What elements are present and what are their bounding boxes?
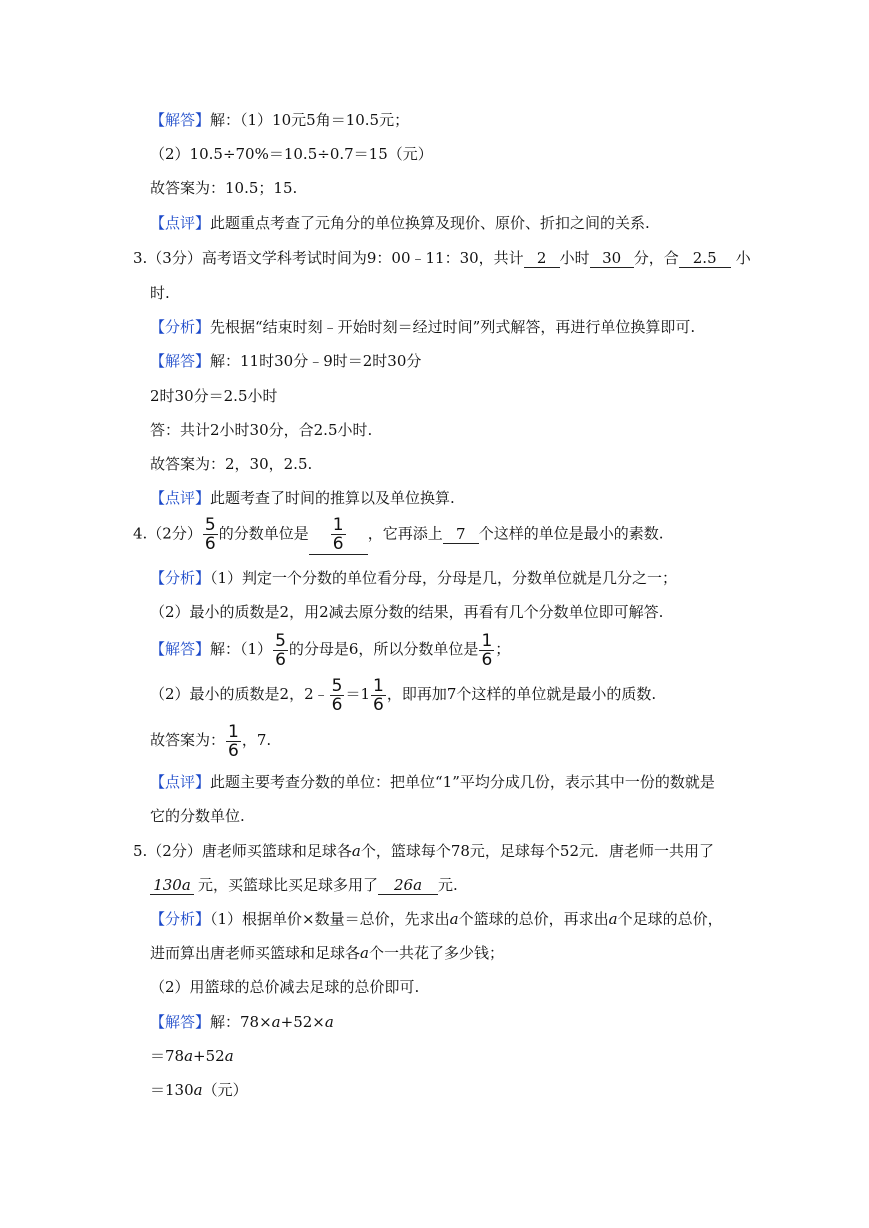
q3-solution-line1: 【解答】解：11时30分﹣9时＝2时30分	[150, 352, 422, 370]
comment-tag: 【点评】	[150, 214, 211, 232]
answer-blank: 2	[524, 249, 560, 268]
comment-tag: 【点评】	[150, 489, 211, 507]
solution-tag: 【解答】	[150, 640, 211, 658]
comment-tag: 【点评】	[150, 773, 211, 791]
fraction: $\frac{1}{6}$	[373, 675, 384, 715]
answer-blank	[309, 514, 368, 555]
fraction: $\frac{5}{6}$	[204, 514, 216, 554]
fraction: $\frac{5}{6}$	[331, 675, 343, 715]
q4-comment-line2: 它的分数单位.	[150, 807, 245, 825]
q5-solution-line2: ＝78a+52a	[150, 1047, 234, 1065]
q4-solution-line2: （2）最小的质数是2，2﹣ $\frac{5}{6}$ ＝1 $\frac{1}{6}$ ，即再加7个这样的单位就是最小的质数.	[150, 675, 657, 715]
analysis-tag: 【分析】	[150, 910, 211, 928]
q2-answer: 故答案为：10.5；15.	[150, 179, 298, 197]
fraction: $\frac{1}{6}$	[332, 514, 344, 554]
fraction: $\frac{1}{6}$	[228, 721, 239, 761]
answer-blank: 26a	[378, 876, 438, 895]
q3-question-line1: 3.（3分）高考语文学科考试时间为9：00﹣11：30，共计 2 小时 30 分，合 2.5 小	[133, 249, 751, 267]
q3-answer: 故答案为：2，30，2.5.	[150, 455, 313, 473]
solution-tag: 【解答】	[150, 1013, 211, 1031]
q4-analysis-line1: 【分析】（1）判定一个分数的单位看分母，分母是几，分数单位就是几分之一；	[150, 569, 678, 587]
q5-analysis-line2: 进而算出唐老师买篮球和足球各a个一共花了多少钱；	[150, 944, 504, 962]
answer-blank: 30	[590, 249, 634, 268]
q4-analysis-line2: （2）最小的质数是2，用2减去原分数的结果，再看有几个分数单位即可解答.	[150, 603, 664, 621]
q3-comment: 【点评】此题考查了时间的推算以及单位换算.	[150, 489, 455, 507]
solution-tag: 【解答】	[150, 111, 211, 129]
q4-answer: 故答案为： $\frac{1}{6}$ ，7.	[150, 721, 272, 761]
analysis-tag: 【分析】	[150, 318, 211, 336]
q5-analysis-line1: 【分析】（1）根据单价×数量＝总价，先求出a个篮球的总价，再求出a个足球的总价，	[150, 910, 723, 928]
solution-tag: 【解答】	[150, 352, 211, 370]
q4-solution-line1: 【解答】解：（1） $\frac{5}{6}$ 的分母是6，所以分数单位是 $\frac{1}{6}$ ；	[150, 630, 511, 670]
q5-analysis-line3: （2）用篮球的总价减去足球的总价即可.	[150, 978, 420, 996]
q2-solution-line2: （2）10.5÷70%＝10.5÷0.7＝15（元）	[150, 145, 433, 163]
q3-analysis: 【分析】先根据“结束时刻﹣开始时刻＝经过时间”列式解答，再进行单位换算即可.	[150, 318, 696, 336]
q5-question-line2: 130a 元，买篮球比买足球多用了 26a 元.	[150, 875, 458, 895]
q3-question-line2: 时.	[150, 284, 170, 302]
q2-solution-line1: 【解答】解：（1）10元5角＝10.5元；	[150, 111, 410, 129]
fraction: $\frac{5}{6}$	[275, 630, 286, 670]
answer-blank: 2.5	[679, 249, 731, 268]
q5-question-line1: 5.（2分）唐老师买篮球和足球各a个，篮球每个78元，足球每个52元．唐老师一共用了	[133, 842, 714, 860]
analysis-tag: 【分析】	[150, 569, 211, 587]
q5-solution-line3: ＝130a（元）	[150, 1081, 248, 1099]
answer-blank: 7	[443, 525, 479, 544]
q4-question: 4.（2分） $\frac{5}{6}$ 的分数单位是 $\frac{1}{6}$ ，它再添上 7 个这样的单位是最小的素数.	[133, 514, 664, 554]
q3-solution-line3: 答：共计2小时30分，合2.5小时.	[150, 421, 373, 439]
answer-blank: 130a	[150, 876, 194, 895]
q4-comment-line1: 【点评】此题主要考查分数的单位：把单位“1”平均分成几份，表示其中一份的数就是	[150, 773, 715, 791]
fraction: $\frac{1}{6}$	[481, 630, 493, 670]
q5-solution-line1: 【解答】解：78×a+52×a	[150, 1013, 334, 1031]
q2-comment: 【点评】此题重点考查了元角分的单位换算及现价、原价、折扣之间的关系.	[150, 214, 650, 232]
q3-solution-line2: 2时30分＝2.5小时	[150, 387, 278, 405]
